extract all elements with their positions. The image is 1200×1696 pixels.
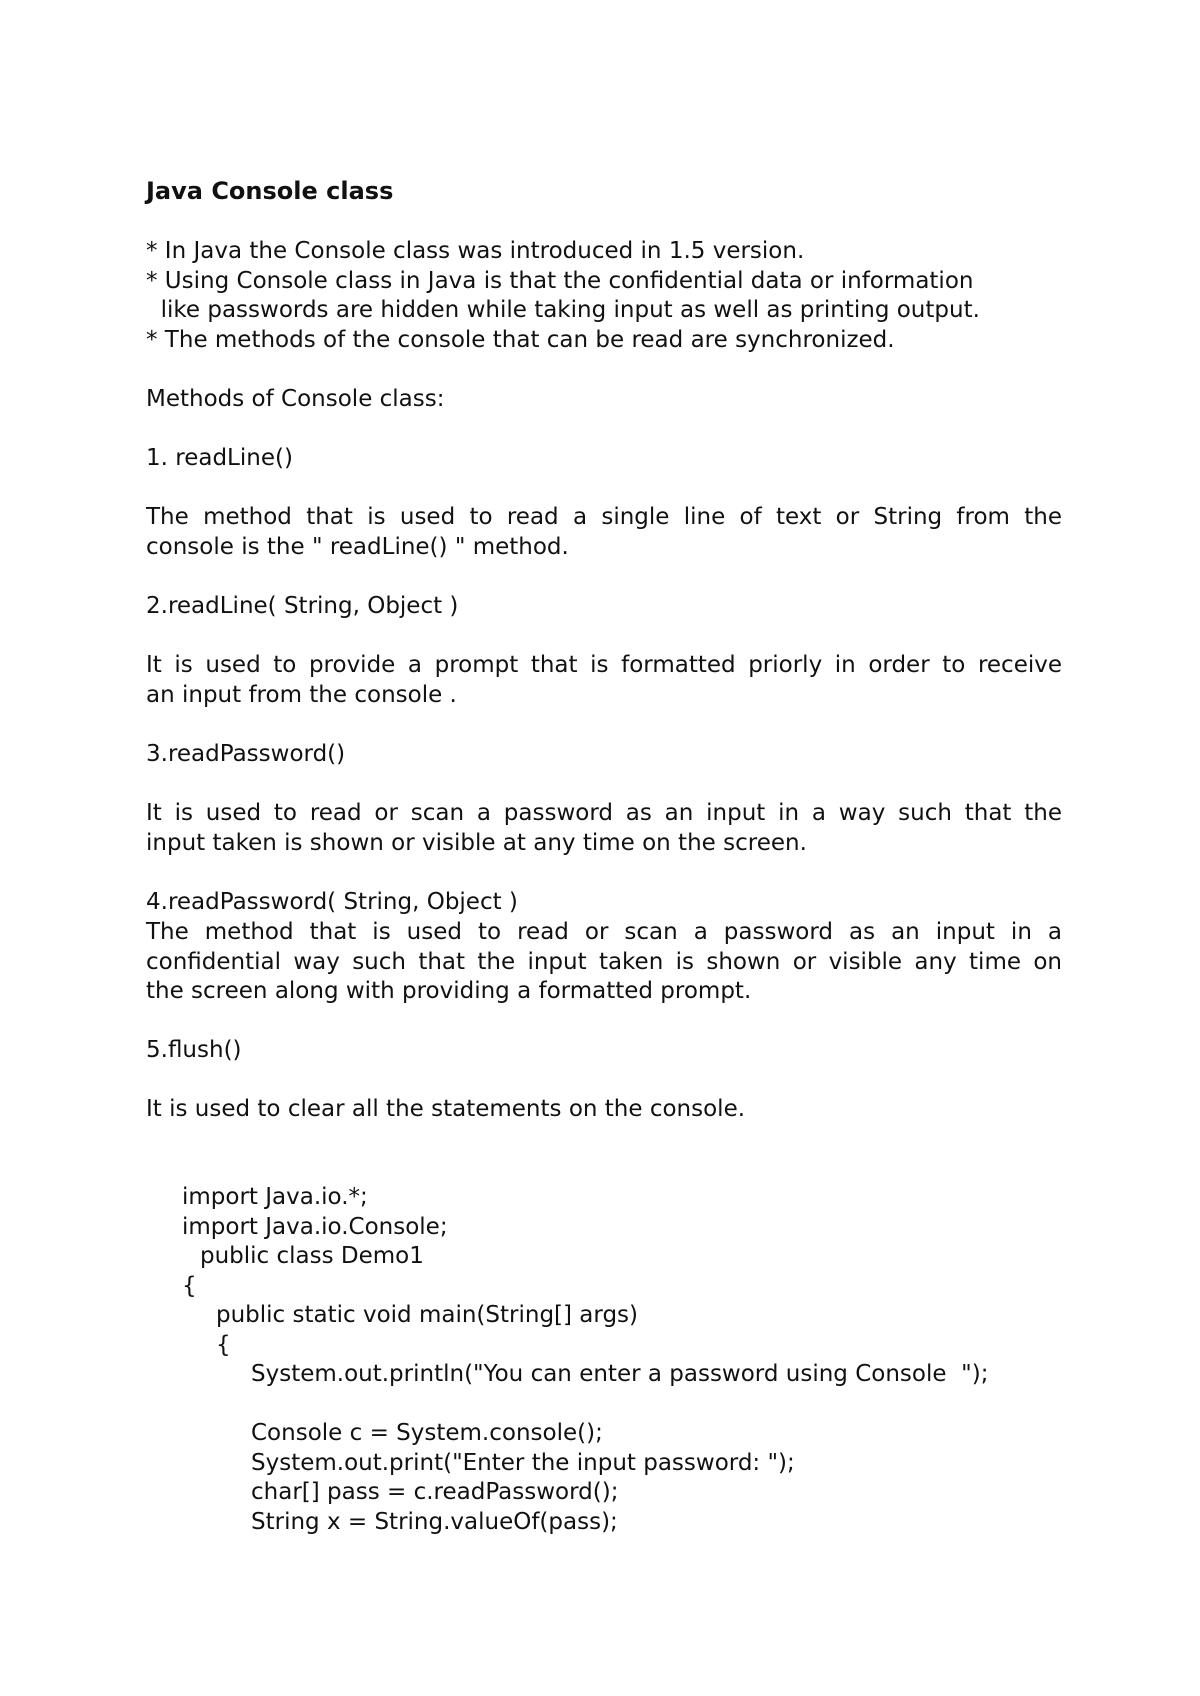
code-line: System.out.println("You can enter a password using Console "); [251,1361,989,1387]
method-name: 4.readPassword( String, Object ) [146,889,518,915]
bullet-line: * Using Console class in Java is that the confidential data or information [146,268,974,294]
method-name: 5.flush() [146,1037,242,1063]
code-line: System.out.print("Enter the input password: "); [251,1450,795,1476]
code-line: public class Demo1 [200,1243,424,1269]
method-description: It is used to clear all the statements on the console. [146,1096,746,1122]
code-line: { [216,1332,231,1358]
code-line: String x = String.valueOf(pass); [251,1509,618,1535]
method-description: input taken is shown or visible at any time on the screen. [146,830,807,856]
method-description: The method that is used to read or scan a password as an input in a [146,919,1062,945]
method-name: 3.readPassword() [146,741,346,767]
code-line: import Java.io.*; [182,1184,368,1210]
code-line: Console c = System.console(); [251,1420,603,1446]
code-line: import Java.io.Console; [182,1214,448,1240]
method-description: the screen along with providing a formatted prompt. [146,978,752,1004]
document-title: Java Console class [146,177,394,205]
bullet-line: * In Java the Console class was introduced in 1.5 version. [146,238,805,264]
code-line: { [182,1273,197,1299]
method-name: 2.readLine( String, Object ) [146,593,459,619]
method-description: confidential way such that the input taken is shown or visible any time on [146,949,1062,975]
bullet-line: like passwords are hidden while taking input as well as printing output. [146,297,980,323]
method-description: The method that is used to read a single line of text or String from the [146,504,1062,530]
method-description: It is used to provide a prompt that is formatted priorly in order to receive [146,652,1062,678]
method-description: an input from the console . [146,682,457,708]
method-description: It is used to read or scan a password as an input in a way such that the [146,800,1062,826]
method-name: 1. readLine() [146,445,293,471]
method-description: console is the " readLine() " method. [146,534,569,560]
code-line: public static void main(String[] args) [216,1302,638,1328]
bullet-line: * The methods of the console that can be read are synchronized. [146,327,895,353]
code-line: char[] pass = c.readPassword(); [251,1479,619,1505]
methods-heading: Methods of Console class: [146,386,445,412]
